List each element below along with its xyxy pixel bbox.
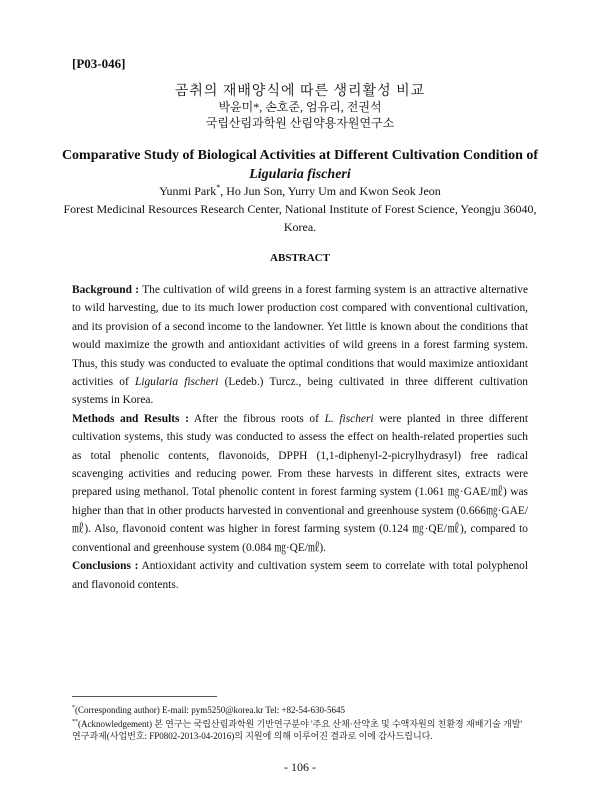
species-abbrev: L. fischeri (324, 412, 374, 425)
title-main: Comparative Study of Biological Activities at Different Cultivation Condition of (61, 148, 539, 163)
footnote-divider (72, 696, 217, 697)
corresponding-footnote: *(Corresponding author) E-mail: pym5250@korea.kr Tel: +82-54-630-5645 (72, 705, 346, 715)
background-label: Background : (72, 284, 140, 296)
abstract-body (72, 281, 528, 594)
english-affiliation: Forest Medicinal Resources Research Center, National Institute of Forest Science, Yeongju 36040, Korea. (63, 202, 537, 234)
footnotes (72, 702, 532, 742)
abstract-heading: ABSTRACT (270, 252, 330, 264)
species-name: Ligularia fischeri (134, 376, 219, 389)
methods-label: Methods and Results : (72, 412, 189, 425)
abstract-code: [P03-046] (72, 56, 126, 71)
first-author: Yunmi Park (159, 184, 217, 198)
page-number: - 106 - (284, 760, 316, 774)
conclusions-paragraph: Conclusions : Antioxidant activity and cultivation system seem to correlate with total polyphenol and flavonoid contents. (72, 560, 528, 591)
background-paragraph: Background : The cultivation of wild greens in a forest farming system is an attractive alternative to wild harvesting, due to its much lower production cost compared with conventional cultivation, and its provision of a second income to the landowner. Yet little is known about the conditions that would maximize the growth and antioxidant activities of wild greens in a forest farming system. Thus, this study was conducted to evaluate the optimal conditions that would maximize antioxidant activities of Ligularia fischeri (Ledeb.) Turcz., being cultivated in three different cultivation systems in Korea. (72, 284, 528, 407)
methods-paragraph: Methods and Results : After the fibrous roots of L. fischeri were planted in three different cultivation systems, this study was conducted to assess the effect on health-related properties such as total phenolic contents, flavonoids, DPPH (1,1-diphenyl-2-picrylhydrasyl) free radical scavenging activities and reducing power. From these harvests in different sites, extracts were prepared using methanol. Total phenolic content in forest farming system (1.061 ㎎·GAE/㎖) was higher than that in other products harvested in conventional and greenhouse system (0.666㎎·GAE/㎖). Also, flavonoid content was higher in forest farming system (0.124 ㎎·QE/㎖), compared to conventional and greenhouse system (0.084 ㎎·QE/㎖). (72, 412, 528, 554)
conclusions-label: Conclusions : (72, 560, 139, 573)
korean-title: 곰취의 재배양식에 따른 생리활성 비교 (174, 84, 426, 99)
other-authors: , Ho Jun Son, Yurry Um and Kwon Seok Jeon (220, 184, 441, 198)
corresponding-mark: * (216, 183, 221, 192)
korean-authors: 박윤미*, 손호준, 엄유리, 전권석 (218, 100, 382, 114)
english-title (60, 146, 540, 184)
english-authors (0, 183, 600, 199)
title-species: Ligularia fischeri (249, 167, 351, 182)
acknowledgement-footnote: **(Acknowledgement) 본 연구는 국립산림과학원 기반연구분야 '주요 산채·산약초 및 수액자원의 친환경 재배기술 개발' 연구과제(사업번호: FP0802-2013-04-2016)의 지원에 의해 이루어진 결과로 이에 감사드립니다. (72, 719, 523, 741)
korean-affiliation: 국립산림과학원 산림약용자원연구소 (205, 116, 395, 130)
